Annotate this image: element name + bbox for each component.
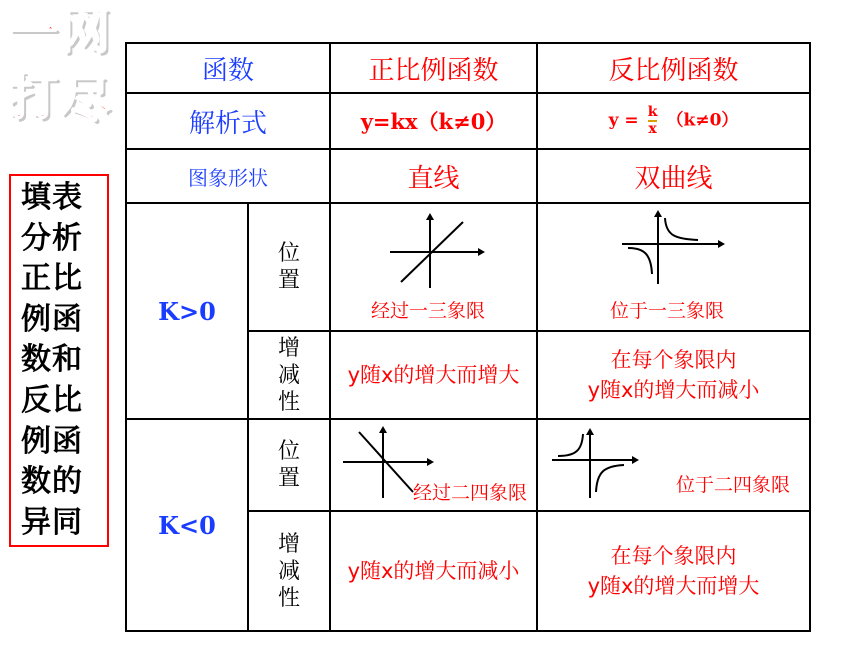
sidebar-line: 正比 (21, 261, 83, 297)
fraction (648, 105, 658, 137)
shape-label: 图象形状 (126, 149, 330, 203)
kpos-direct-position-cell (330, 203, 537, 331)
header-inverse: 反比例函数 (537, 43, 810, 93)
kpos-direct-position: 经过一三象限 (371, 300, 486, 322)
shape-direct: 直线 (330, 149, 537, 203)
inverse-formula-suffix: （k≠0） (666, 110, 739, 131)
kneg-direct-trend: y随x的增大而减小 (330, 511, 537, 631)
label-char: 位 (278, 439, 301, 464)
logo-char: 打 (8, 68, 58, 126)
sidebar-line: 例函 (21, 423, 83, 459)
sidebar-line: 反比 (21, 382, 83, 418)
kpos-position-label (248, 203, 330, 331)
hyperbola-graph-q2-q4 (548, 426, 640, 500)
kneg-inverse-trend-line: y随x的增大而增大 (587, 574, 760, 598)
sidebar-line: 异同 (21, 504, 83, 540)
sidebar-line: 数和 (21, 342, 83, 378)
label-char: 置 (278, 268, 301, 293)
kneg-inverse-position: 位于二四象限 (676, 474, 791, 496)
formula-label: 解析式 (126, 93, 330, 149)
label-char: 置 (278, 466, 301, 491)
logo-char: 尽 (60, 70, 110, 128)
header-function: 函数 (126, 43, 330, 93)
logo-title (2, 4, 120, 136)
label-char: 增 (278, 531, 301, 557)
formula-row (126, 93, 810, 149)
label-char: 减 (278, 558, 301, 584)
header-direct: 正比例函数 (330, 43, 537, 93)
kpos-inverse-trend-line: 在每个象限内 (610, 348, 737, 372)
direct-formula-text: y=kx（k≠0） (360, 109, 507, 134)
kpos-inverse-trend-cell (537, 331, 810, 419)
fraction-numerator: k (647, 104, 658, 120)
kneg-inverse-trend-cell (537, 511, 810, 631)
kneg-inverse-trend-line: 在每个象限内 (610, 544, 737, 568)
sidebar-line: 填表 (21, 180, 83, 215)
sidebar-box (9, 174, 109, 547)
label-char: 性 (278, 585, 301, 611)
hyperbola-graph-q1-q3 (616, 208, 726, 286)
fraction-denominator: x (648, 121, 657, 137)
logo-char: 网 (60, 2, 110, 60)
kpos-inverse-position: 位于一三象限 (610, 300, 725, 322)
kneg-position-label (248, 419, 330, 511)
label-char: 位 (278, 241, 301, 266)
sidebar-line: 例函 (21, 301, 83, 337)
inverse-formula-prefix: y = (608, 110, 639, 131)
label-char: 减 (278, 362, 301, 388)
label-char: 性 (278, 389, 301, 415)
comparison-table (125, 42, 811, 632)
sidebar-line: 分析 (21, 220, 83, 256)
header-row (126, 43, 810, 93)
kneg-direct-position-cell (330, 419, 537, 511)
direct-formula (330, 93, 537, 149)
shape-row (126, 149, 810, 203)
shape-inverse: 双曲线 (537, 149, 810, 203)
kneg-inverse-position-cell (537, 419, 810, 511)
kpos-label: K>0 (126, 203, 248, 419)
kneg-label: K<0 (126, 419, 248, 631)
kpos-position-row (126, 203, 810, 331)
kneg-position-row (126, 419, 810, 511)
kpos-direct-trend: y随x的增大而增大 (330, 331, 537, 419)
inverse-formula (537, 93, 810, 149)
label-char: 增 (278, 335, 301, 361)
sidebar-line: 数的 (21, 464, 83, 500)
kpos-inverse-trend-line: y随x的增大而减小 (587, 378, 760, 402)
kneg-trend-label (248, 511, 330, 631)
direct-graph-increasing (385, 210, 485, 290)
kpos-trend-label (248, 331, 330, 419)
kpos-inverse-position-cell (537, 203, 810, 331)
logo-char: 一 (8, 4, 58, 62)
kneg-direct-position: 经过二四象限 (413, 482, 528, 504)
